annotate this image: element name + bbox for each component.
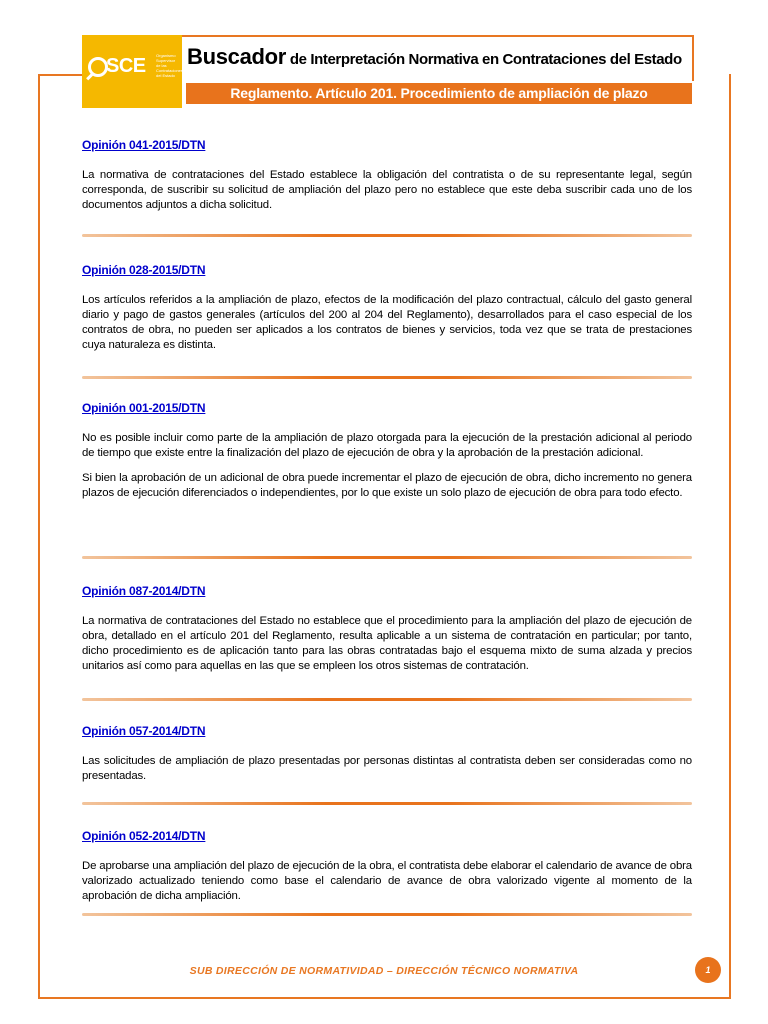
opinion-entry xyxy=(82,263,692,353)
page-frame-bottom xyxy=(38,997,731,999)
page-frame-top-left xyxy=(38,74,82,76)
logo-text: SCE xyxy=(106,55,146,77)
opinion-link[interactable]: Opinión 041-2015/DTN xyxy=(82,138,206,152)
opinion-text: Los artículos referidos a la ampliación de plazo, efectos de la modificación del plazo contractual, cálculo del gasto general diario y pago de gastos generales (artículos del 200 al 204 del Reglamento), desarrollados para el caso especial de los contratos de obra, no pueden ser aplicados a los contratos de bienes y servicios, toda vez que se trata de prestaciones cuya naturaleza es distinta. xyxy=(82,294,692,351)
opinion-text: Si bien la aprobación de un adicional de obra puede incrementar el plazo de ejecución de obra, dicho incremento no genera plazos de ejecución diferenciados o independientes, por lo que existe un solo plazo de ejecución de obra para todo efecto. xyxy=(82,472,692,499)
section-divider xyxy=(82,376,692,379)
opinion-text: De aprobarse una ampliación del plazo de ejecución de la obra, el contratista debe elaborar el calendario de avance de obra valorizado actualizado teniendo como base el calendario de avance de obra valorizado vigente al momento de la aprobación de dicha ampliación. xyxy=(82,860,692,902)
section-divider xyxy=(82,234,692,237)
opinion-link[interactable]: Opinión 052-2014/DTN xyxy=(82,829,206,843)
opinion-text: No es posible incluir como parte de la ampliación de plazo otorgada para la ejecución de la prestación adicional al periodo de tiempo que existe entre la finalización del plazo de ejecución de obra y la aprobación de la prestación adicional. xyxy=(82,432,692,459)
opinion-entry xyxy=(82,401,692,501)
page-frame-right xyxy=(729,74,731,999)
section-divider xyxy=(82,698,692,701)
title-main: Buscador xyxy=(187,44,287,69)
opinion-entry xyxy=(82,584,692,674)
page-frame-left xyxy=(38,74,40,999)
opinion-entry xyxy=(82,829,692,904)
magnifier-handle xyxy=(86,73,94,81)
opinion-text: La normativa de contrataciones del Estado establece la obligación del contratista o de su representante legal, según corresponda, de suscribir su solicitud de ampliación del plazo pero no establece que este deba suscribir cada uno de los documentos adjuntos a dicha solicitud. xyxy=(82,169,692,211)
section-divider xyxy=(82,802,692,805)
section-divider xyxy=(82,556,692,559)
footer-text: SUB DIRECCIÓN DE NORMATIVIDAD – DIRECCIÓN TÉCNICO NORMATIVA xyxy=(189,965,579,977)
opinion-link[interactable]: Opinión 028-2015/DTN xyxy=(82,263,206,277)
opinion-entry xyxy=(82,138,692,213)
title-rest: de Interpretación Normativa en Contrataciones del Estado xyxy=(286,51,682,68)
osce-logo xyxy=(82,35,182,108)
page-number: 1 xyxy=(695,957,721,983)
logo-subtext: Organismo Supervisor de las Contrataciones del Estado xyxy=(156,53,183,78)
opinion-link[interactable]: Opinión 057-2014/DTN xyxy=(82,724,206,738)
subtitle-bar: Reglamento. Artículo 201. Procedimiento de ampliación de plazo xyxy=(186,83,692,104)
opinion-text: Las solicitudes de ampliación de plazo presentadas por personas distintas al contratista deben ser consideradas como no presentadas. xyxy=(82,755,692,782)
opinion-link[interactable]: Opinión 087-2014/DTN xyxy=(82,584,206,598)
section-divider xyxy=(82,913,692,916)
page-title xyxy=(187,44,682,70)
opinion-entry xyxy=(82,724,692,784)
opinion-link[interactable]: Opinión 001-2015/DTN xyxy=(82,401,206,415)
opinion-text: La normativa de contrataciones del Estado no establece que el procedimiento para la ampliación del plazo de ejecución de obra, detallado en el artículo 201 del Reglamento, resulta aplicable a un sistema de contratación en particular; por tanto, dicho procedimiento es de aplicación tanto para las obras contratadas bajo el esquema mixto de suma alzada y precios unitarios así como para aquellas en las que se empleen los otros sistemas de contratación. xyxy=(82,615,692,672)
